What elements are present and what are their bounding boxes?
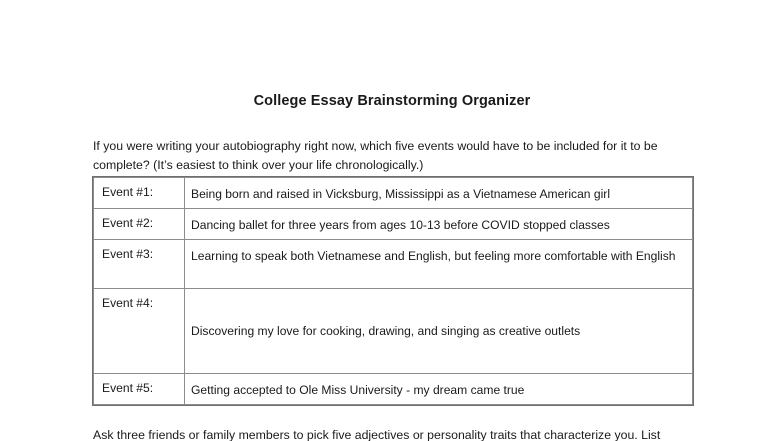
table-row	[94, 289, 693, 374]
event-text: Getting accepted to Ole Miss University - my dream came true	[185, 374, 693, 405]
events-table	[93, 177, 693, 405]
event-label: Event #1:	[94, 178, 185, 209]
event-label: Event #3:	[94, 240, 185, 289]
event-text: Discovering my love for cooking, drawing, and singing as creative outlets	[185, 289, 693, 374]
event-text: Learning to speak both Vietnamese and English, but feeling more comfortable with English	[185, 240, 693, 289]
table-row	[94, 178, 693, 209]
event-label: Event #2:	[94, 209, 185, 240]
event-label: Event #4:	[94, 289, 185, 374]
event-label: Event #5:	[94, 374, 185, 405]
intro-paragraph: If you were writing your autobiography right now, which five events would have to be included for it to be complete? (It’s easiest to think over your life chronologically.)	[93, 139, 658, 172]
event-text: Dancing ballet for three years from ages 10-13 before COVID stopped classes	[185, 209, 693, 240]
table-row	[94, 374, 693, 405]
table-row	[94, 209, 693, 240]
table-row	[94, 240, 693, 289]
event-text: Being born and raised in Vicksburg, Mississippi as a Vietnamese American girl	[185, 178, 693, 209]
document-title: College Essay Brainstorming Organizer	[253, 93, 531, 109]
footer-paragraph: Ask three friends or family members to pick five adjectives or personality traits that characterize you. List	[93, 428, 661, 441]
